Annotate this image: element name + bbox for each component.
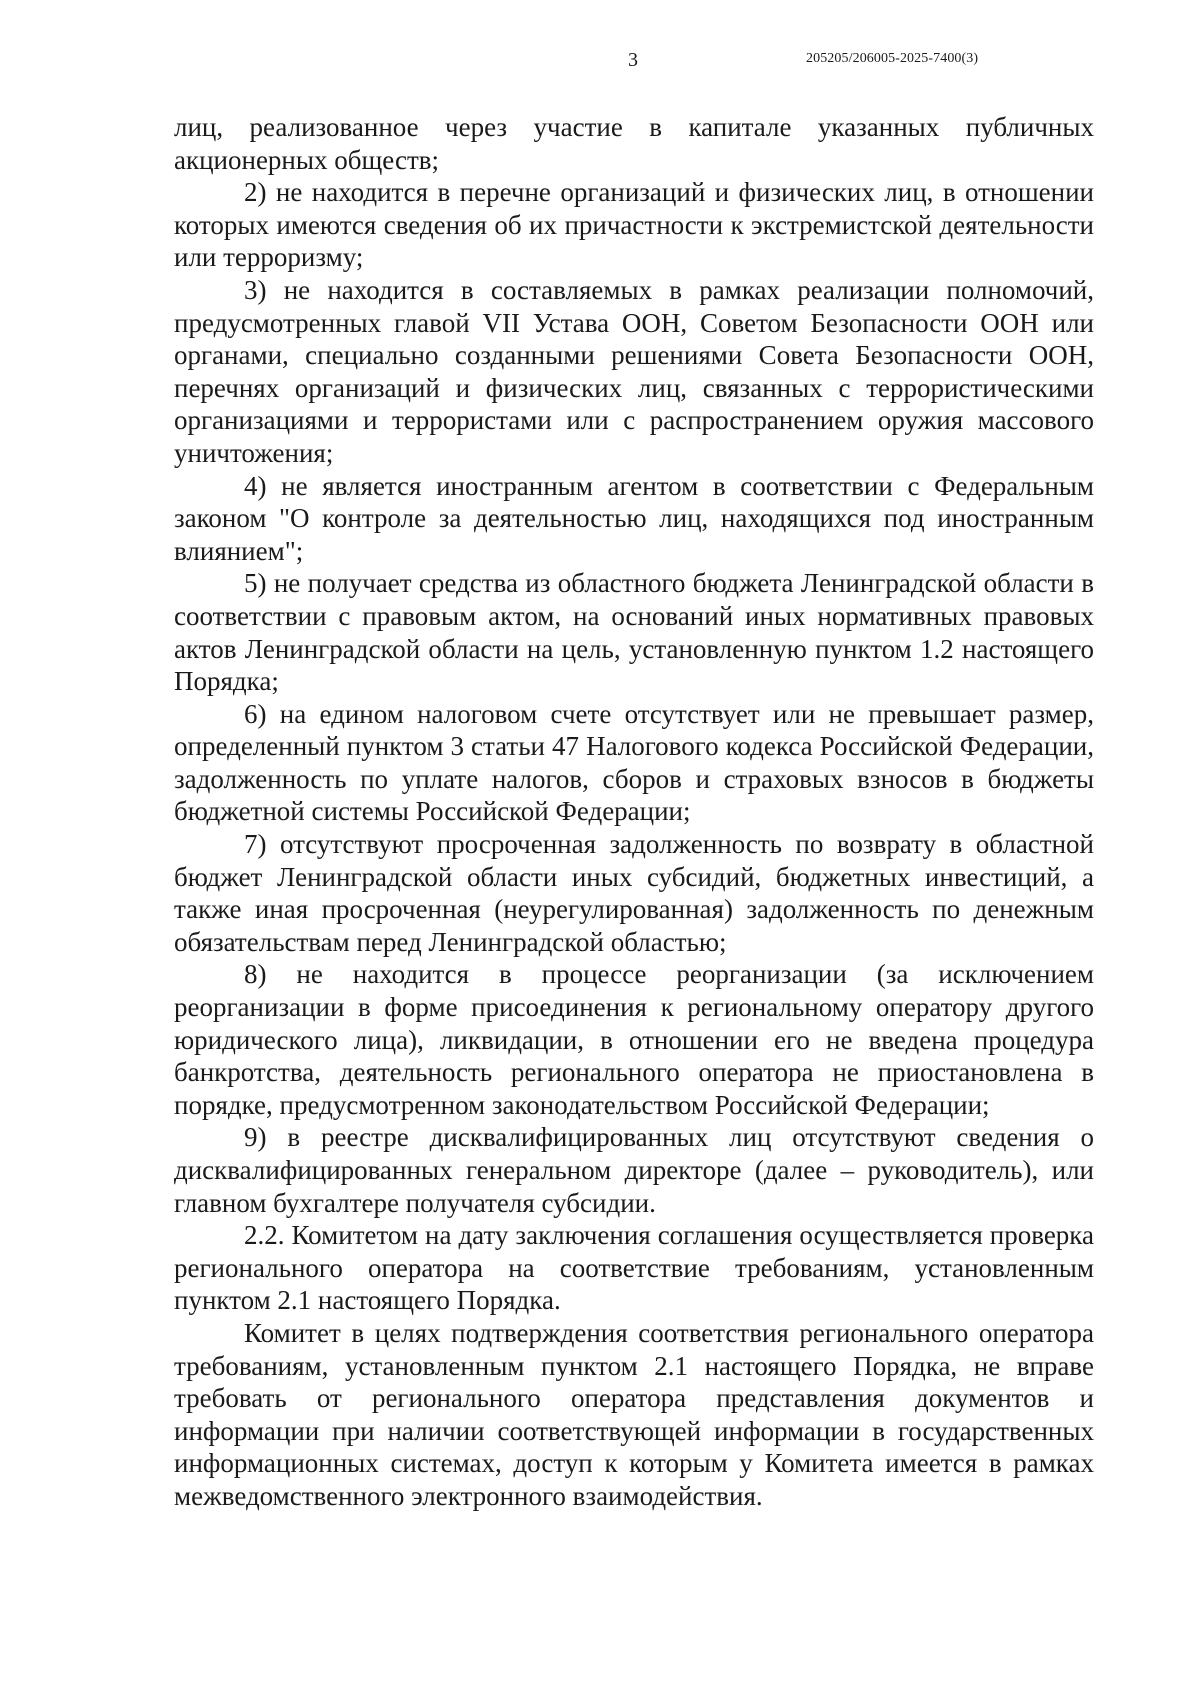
page-number: 3 xyxy=(628,49,638,71)
document-id: 205205/206005-2025-7400(3) xyxy=(806,51,979,66)
body-text xyxy=(174,111,1094,1513)
paragraph-3: 3) не находится в составляемых в рамках реализации полномочий, предусмотренных главой VII Устава ООН, Советом Безопасности ООН или органами, специально созданными решениями Совета Безопасности ООН, перечнях организаций и физических лиц, связанных с террористическими организациями и террористами или с распространением оружия массового уничтожения; xyxy=(174,274,1094,468)
paragraph-1: лиц, реализованное через участие в капитале указанных публичных акционерных обществ; xyxy=(174,112,1094,175)
paragraph-4: 4) не является иностранным агентом в соответствии с Федеральным законом "О контроле за деятельностью лиц, находящихся под иностранным влиянием"; xyxy=(174,470,1094,566)
paragraph-5: 5) не получает средства из областного бюджета Ленинградской области в соответствии с правовым актом, на оснований иных нормативных правовых актов Ленинградской области на цель, установленную пунктом 1.2 настоящего Порядка; xyxy=(174,568,1094,697)
paragraph-11: Комитет в целях подтверждения соответствия регионального оператора требованиям, установленным пунктом 2.1 настоящего Порядка, не вправе требовать от регионального оператора представления документов и информации при наличии соответствующей информации в государственных информационных системах, доступ к которым у Комитета имеется в рамках межведомственного электронного взаимодействия. xyxy=(174,1317,1094,1511)
paragraph-10: 2.2. Комитетом на дату заключения соглашения осуществляется проверка регионального оператора на соответствие требованиям, установленным пунктом 2.1 настоящего Порядка. xyxy=(174,1220,1094,1316)
paragraph-9: 9) в реестре дисквалифицированных лиц отсутствуют сведения о дисквалифицированных генеральном директоре (далее – руководитель), или главном бухгалтере получателя субсидии. xyxy=(174,1122,1094,1218)
paragraph-8: 8) не находится в процессе реорганизации (за исключением реорганизации в форме присоединения к региональному оператору другого юридического лица), ликвидации, в отношении его не введена процедура банкротства, деятельность регионального оператора не приостановлена в порядке, предусмотренном законодательством Российской Федерации; xyxy=(174,959,1094,1120)
paragraph-2: 2) не находится в перечне организаций и физических лиц, в отношении которых имеются сведения об их причастности к экстремистской деятельности или терроризму; xyxy=(174,177,1094,273)
paragraph-6: 6) на едином налоговом счете отсутствует или не превышает размер, определенный пунктом 3 статьи 47 Налогового кодекса Российской Федерации, задолженность по уплате налогов, сборов и страховых взносов в бюджеты бюджетной системы Российской Федерации; xyxy=(174,698,1094,827)
paragraph-7: 7) отсутствуют просроченная задолженность по возврату в областной бюджет Ленинградской области иных субсидий, бюджетных инвестиций, а также иная просроченная (неурегулированная) задолженность по денежным обязательствам перед Ленинградской областью; xyxy=(174,829,1094,957)
